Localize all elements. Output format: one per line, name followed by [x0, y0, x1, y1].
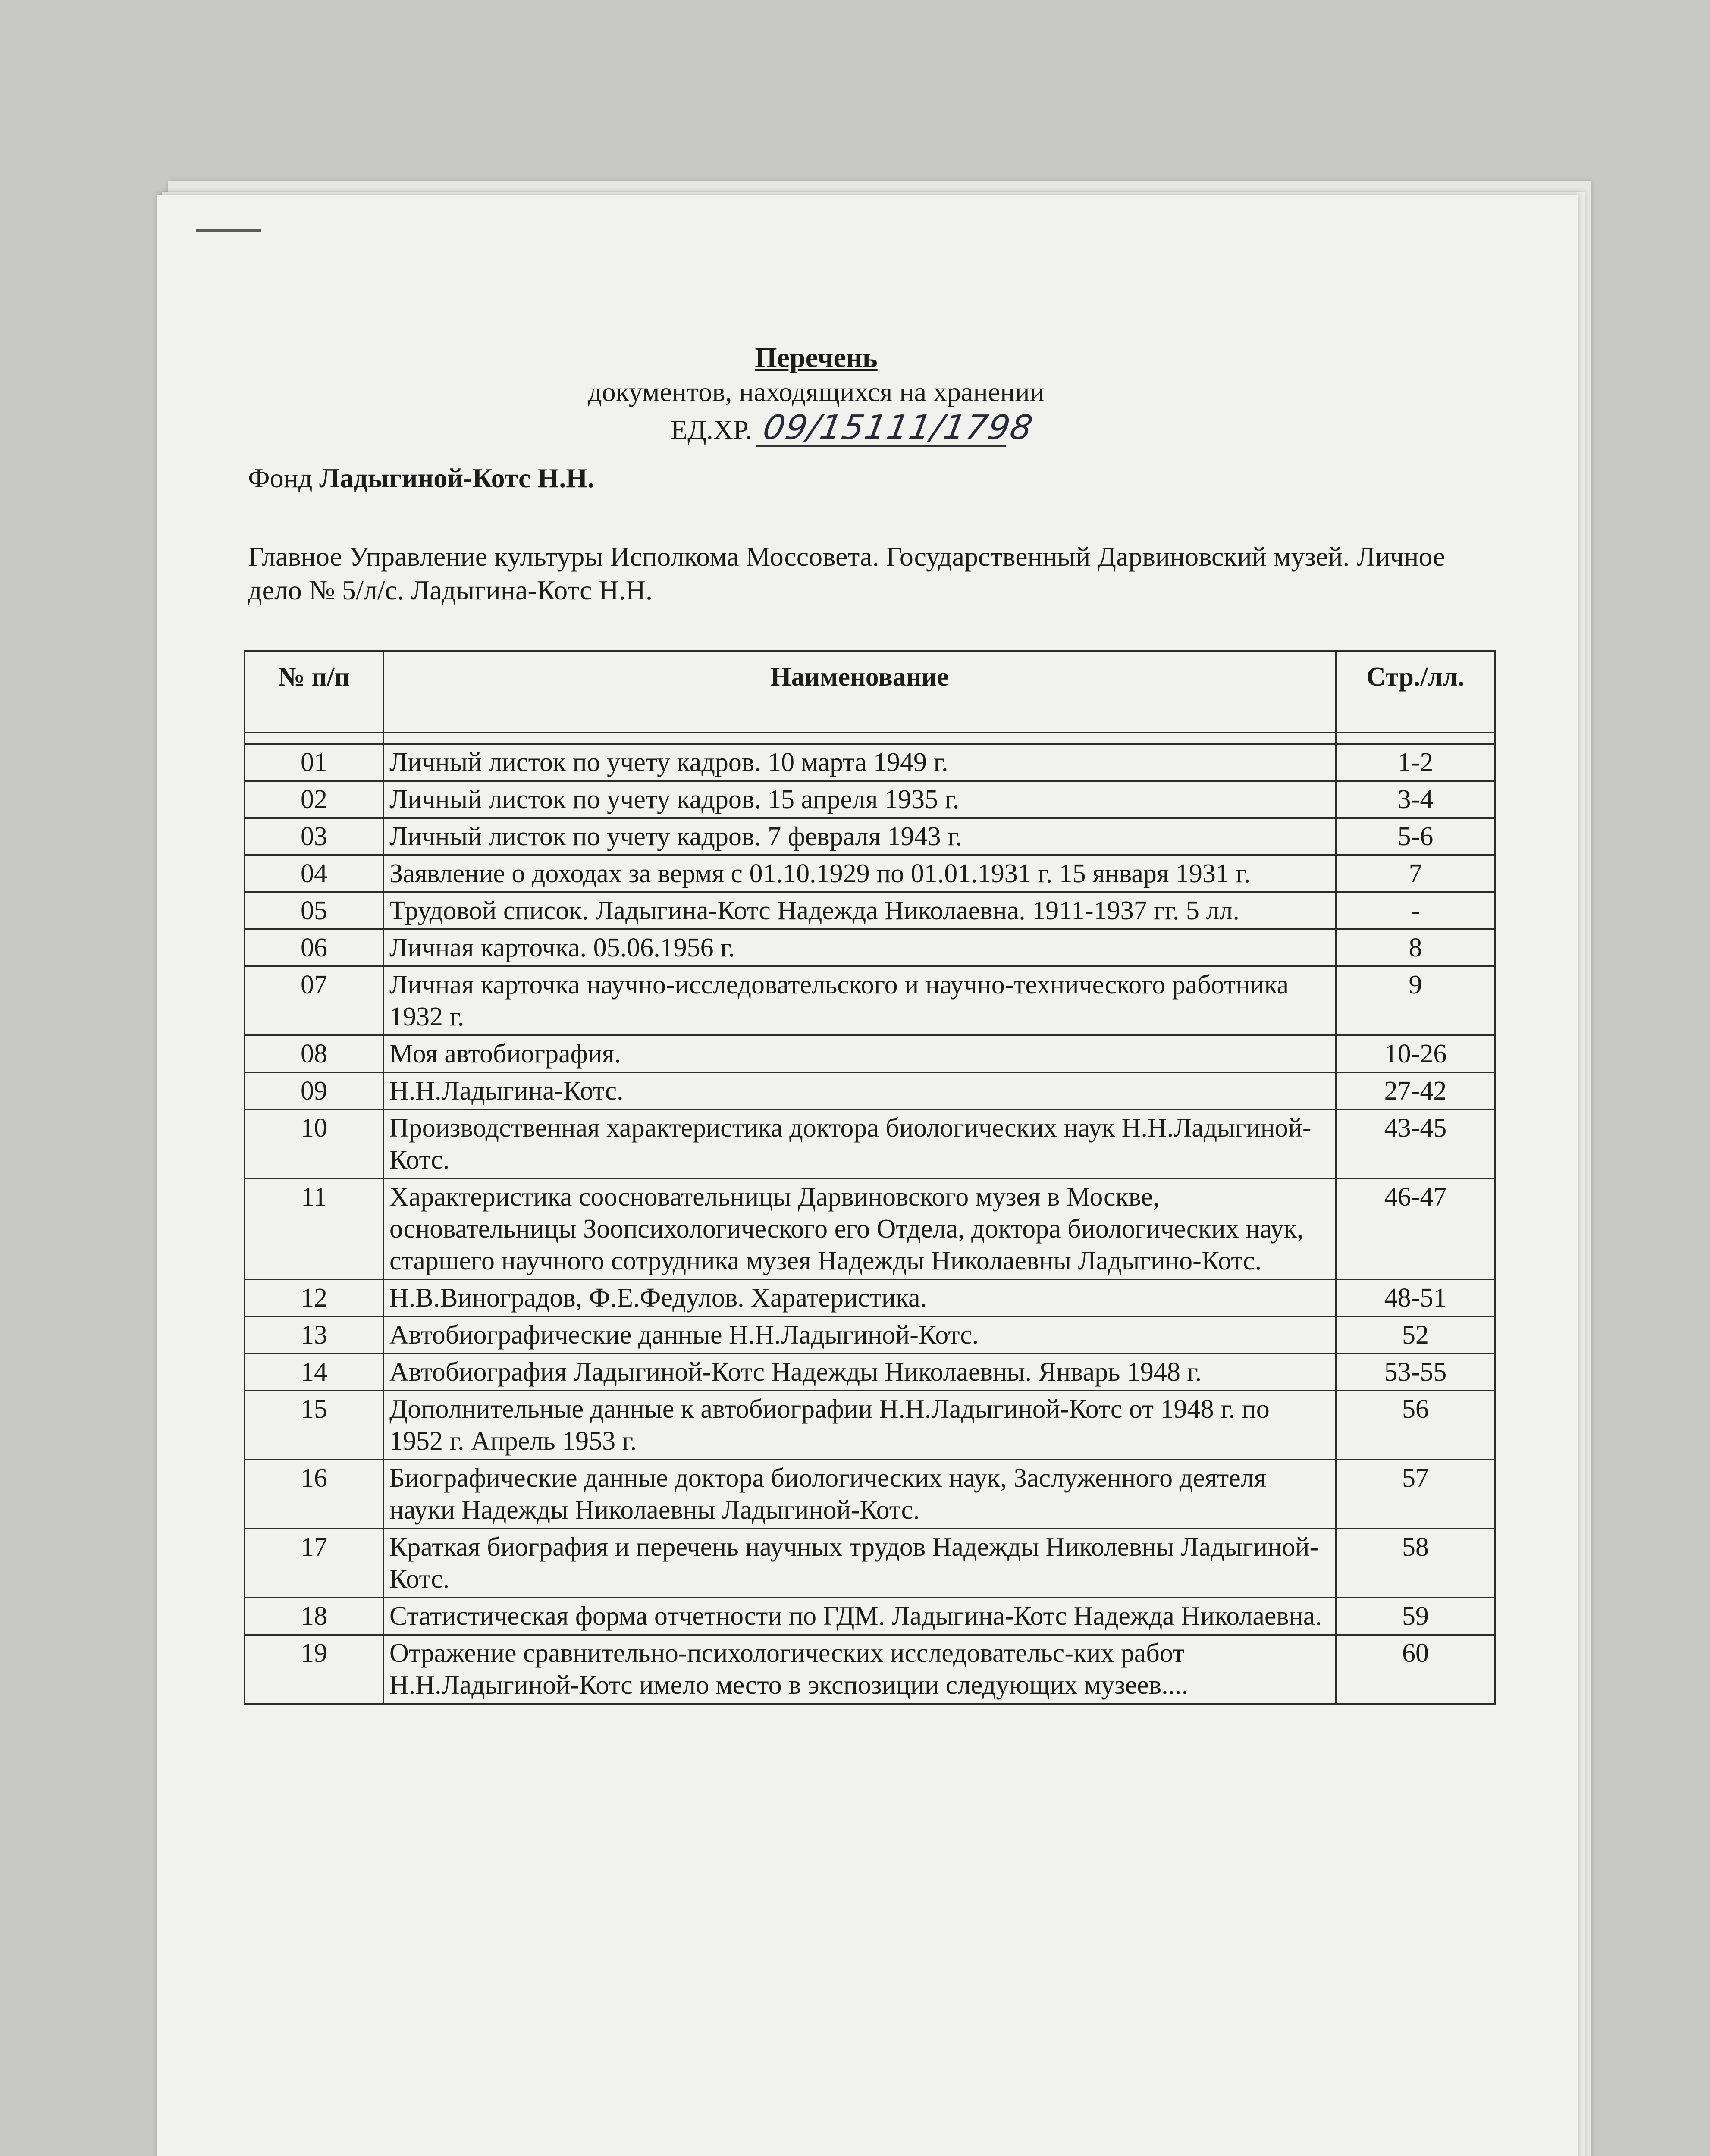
- column-header-number: № п/п: [245, 651, 383, 733]
- row-name-cell: Заявление о доходах за вермя с 01.10.1929 по 01.01.1931 г. 15 января 1931 г.: [383, 855, 1336, 892]
- row-number-cell: 10: [245, 1109, 383, 1178]
- fond-name: Ладыгиной-Котс Н.Н.: [319, 463, 594, 493]
- document-title: Перечень: [755, 342, 878, 373]
- row-name-cell: Биографические данные доктора биологических наук, Заслуженного деятеля науки Надежды Николаевны Ладыгиной-Котс.: [383, 1460, 1336, 1529]
- row-name-cell: Характеристика соосновательницы Дарвиновского музея в Москве, основательницы Зоопсихологического его Отдела, доктора биологических наук, старшего научного сотрудника музея Надежды Николаевны Ладыгино-Котс.: [383, 1178, 1336, 1279]
- column-header-name: Наименование: [383, 651, 1336, 733]
- row-pages-cell: 59: [1336, 1598, 1495, 1635]
- table-row: [245, 1279, 1495, 1316]
- row-number-cell: 12: [245, 1279, 383, 1316]
- row-pages-cell: -: [1336, 892, 1495, 929]
- row-name-cell: Автобиографические данные Н.Н.Ладыгиной-Котс.: [383, 1316, 1336, 1354]
- row-pages-cell: 3-4: [1336, 781, 1495, 818]
- row-number-cell: 06: [245, 929, 383, 966]
- row-name-cell: Личный листок по учету кадров. 10 марта 1949 г.: [383, 744, 1336, 781]
- row-name-cell: Трудовой список. Ладыгина-Котс Надежда Николаевна. 1911-1937 гг. 5 лл.: [383, 892, 1336, 929]
- row-number-cell: 11: [245, 1178, 383, 1279]
- row-pages-cell: 7: [1336, 855, 1495, 892]
- row-number-cell: 04: [245, 855, 383, 892]
- table-row: [245, 1635, 1495, 1704]
- row-pages-cell: 10-26: [1336, 1035, 1495, 1072]
- row-pages-cell: 1-2: [1336, 744, 1495, 781]
- row-name-cell: Личный листок по учету кадров. 7 февраля 1943 г.: [383, 818, 1336, 855]
- table-row: [245, 1072, 1495, 1109]
- row-number-cell: 15: [245, 1391, 383, 1460]
- row-pages-cell: 8: [1336, 929, 1495, 966]
- table-row: [245, 744, 1495, 781]
- table-row: [245, 1529, 1495, 1598]
- table-row: [245, 818, 1495, 855]
- row-number-cell: 19: [245, 1635, 383, 1704]
- spacer-cell: [1336, 733, 1495, 744]
- row-name-cell: Н.В.Виноградов, Ф.Е.Федулов. Харатеристика.: [383, 1279, 1336, 1316]
- table-row: [245, 892, 1495, 929]
- row-name-cell: Статистическая форма отчетности по ГДМ. Ладыгина-Котс Надежда Николаевна.: [383, 1598, 1336, 1635]
- table-row: [245, 1109, 1495, 1178]
- table-row: [245, 1354, 1495, 1391]
- intro-paragraph: Главное Управление культуры Исполкома Моссовета. Государственный Дарвиновский музей. Личное дело № 5/л/с. Ладыгина-Котс Н.Н.: [248, 541, 1445, 605]
- row-pages-cell: 53-55: [1336, 1354, 1495, 1391]
- row-number-cell: 13: [245, 1316, 383, 1354]
- row-name-cell: Автобиография Ладыгиной-Котс Надежды Николаевны. Январь 1948 г.: [383, 1354, 1336, 1391]
- document-subtitle: документов, находящихся на хранении: [588, 376, 1045, 407]
- row-pages-cell: 5-6: [1336, 818, 1495, 855]
- row-number-cell: 16: [245, 1460, 383, 1529]
- row-name-cell: Личная карточка научно-исследовательского и научно-технического работника 1932 г.: [383, 966, 1336, 1035]
- row-name-cell: Производственная характеристика доктора биологических наук Н.Н.Ладыгиной-Котс.: [383, 1109, 1336, 1178]
- row-name-cell: Моя автобиография.: [383, 1035, 1336, 1072]
- corner-dash-mark: [196, 229, 261, 232]
- row-number-cell: 14: [245, 1354, 383, 1391]
- row-name-cell: Отражение сравнительно-психологических исследовательс-ких работ Н.Н.Ладыгиной-Котс имело место в экспозиции следующих музеев....: [383, 1635, 1336, 1704]
- row-pages-cell: 48-51: [1336, 1279, 1495, 1316]
- storage-unit-label: ЕД.ХР.: [671, 414, 752, 445]
- table-row: [245, 929, 1495, 966]
- row-pages-cell: 46-47: [1336, 1178, 1495, 1279]
- row-pages-cell: 56: [1336, 1391, 1495, 1460]
- table-row: [245, 1460, 1495, 1529]
- document-page: [157, 195, 1578, 2156]
- row-pages-cell: 9: [1336, 966, 1495, 1035]
- table-row: [245, 781, 1495, 818]
- row-pages-cell: 43-45: [1336, 1109, 1495, 1178]
- fond-line: [248, 462, 594, 494]
- row-name-cell: Н.Н.Ладыгина-Котс.: [383, 1072, 1336, 1109]
- row-number-cell: 07: [245, 966, 383, 1035]
- table-header-row: [245, 651, 1495, 733]
- table-row: [245, 1316, 1495, 1354]
- row-number-cell: 18: [245, 1598, 383, 1635]
- table-row: [245, 1391, 1495, 1460]
- table-row: [245, 1035, 1495, 1072]
- row-number-cell: 01: [245, 744, 383, 781]
- row-number-cell: 08: [245, 1035, 383, 1072]
- row-pages-cell: 60: [1336, 1635, 1495, 1704]
- row-number-cell: 09: [245, 1072, 383, 1109]
- fond-label: Фонд: [248, 463, 313, 493]
- spacer-cell: [245, 733, 383, 744]
- row-pages-cell: 58: [1336, 1529, 1495, 1598]
- row-number-cell: 17: [245, 1529, 383, 1598]
- table-spacer-row: [245, 733, 1495, 744]
- table-body: [245, 733, 1495, 1704]
- row-name-cell: Дополнительные данные к автобиографии Н.Н.Ладыгиной-Котс от 1948 г. по 1952 г. Апрель 1953 г.: [383, 1391, 1336, 1460]
- documents-table: [244, 650, 1496, 1705]
- row-pages-cell: 57: [1336, 1460, 1495, 1529]
- storage-unit-line: [671, 408, 1036, 447]
- row-number-cell: 05: [245, 892, 383, 929]
- row-number-cell: 03: [245, 818, 383, 855]
- row-name-cell: Краткая биография и перечень научных трудов Надежды Николевны Ладыгиной-Котс.: [383, 1529, 1336, 1598]
- row-name-cell: Личный листок по учету кадров. 15 апреля 1935 г.: [383, 781, 1336, 818]
- table-row: [245, 1598, 1495, 1635]
- column-header-pages: Стр./лл.: [1336, 651, 1495, 733]
- row-pages-cell: 27-42: [1336, 1072, 1495, 1109]
- table-row: [245, 855, 1495, 892]
- spacer-cell: [383, 733, 1336, 744]
- row-name-cell: Личная карточка. 05.06.1956 г.: [383, 929, 1336, 966]
- row-number-cell: 02: [245, 781, 383, 818]
- table-row: [245, 1178, 1495, 1279]
- storage-unit-handwritten-value: 09/15111/1798: [756, 411, 1012, 447]
- row-pages-cell: 52: [1336, 1316, 1495, 1354]
- table-row: [245, 966, 1495, 1035]
